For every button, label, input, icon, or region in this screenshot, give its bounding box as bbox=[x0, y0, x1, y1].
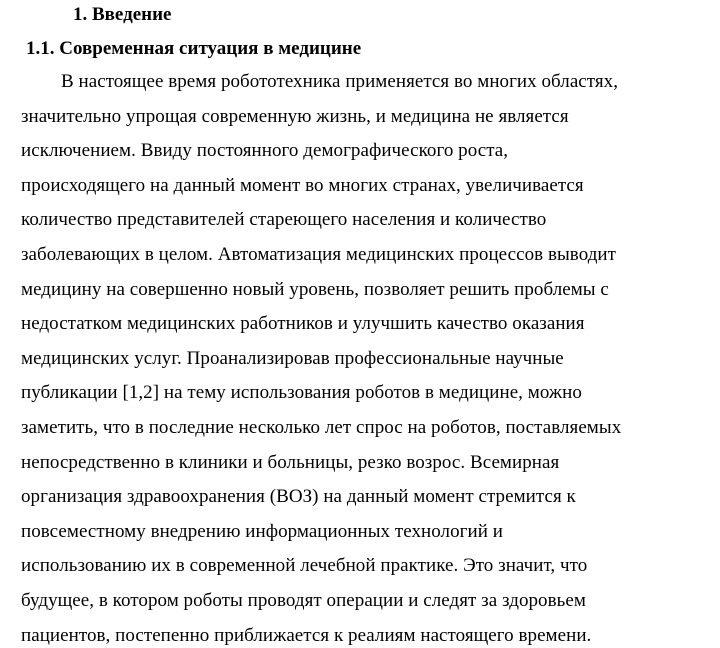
paragraph-line: исключением. Ввиду постоянного демографического роста, bbox=[21, 140, 509, 162]
paragraph-line: заметить, что в последние несколько лет спрос на роботов, поставляемых bbox=[21, 417, 622, 438]
paragraph-line: использованию их в современной лечебной практике. Это значит, что bbox=[21, 555, 588, 577]
paragraph-line: медицину на совершенно новый уровень, позволяет решить проблемы с bbox=[21, 278, 609, 300]
paragraph-line: В настоящее время робототехника применяется во многих областях, bbox=[61, 71, 619, 92]
subsection-heading: 1.1. Современная ситуация в медицине bbox=[26, 38, 362, 59]
paragraph-line: медицинских услуг. Проанализировав профессиональные научные bbox=[21, 347, 564, 369]
paragraph-line: значительно упрощая современную жизнь, и медицина не является bbox=[21, 105, 569, 127]
section-heading: 1. Введение bbox=[73, 4, 172, 25]
paragraph-line: публикации [1,2] на тему использования роботов в медицине, можно bbox=[21, 382, 582, 404]
paragraph-line: количество представителей стареющего населения и количество bbox=[21, 209, 547, 231]
paragraph-line: пациентов, постепенно приближается к реалиям настоящего времени. bbox=[21, 624, 592, 646]
paragraph-line: недостатком медицинских работников и улучшить качество оказания bbox=[21, 313, 585, 335]
paragraph-line: заболевающих в целом. Автоматизация медицинских процессов выводит bbox=[21, 244, 616, 265]
paragraph-line: повсеместному внедрению информационных технологий и bbox=[21, 520, 503, 542]
paragraph-line: организация здравоохранения (ВОЗ) на данный момент стремится к bbox=[21, 486, 576, 508]
paragraph-line: будущее, в котором роботы проводят операции и следят за здоровьем bbox=[21, 590, 586, 611]
paragraph-line: непосредственно в клиники и больницы, резко возрос. Всемирная bbox=[21, 451, 560, 473]
paragraph-line: происходящего на данный момент во многих странах, увеличивается bbox=[21, 174, 584, 196]
